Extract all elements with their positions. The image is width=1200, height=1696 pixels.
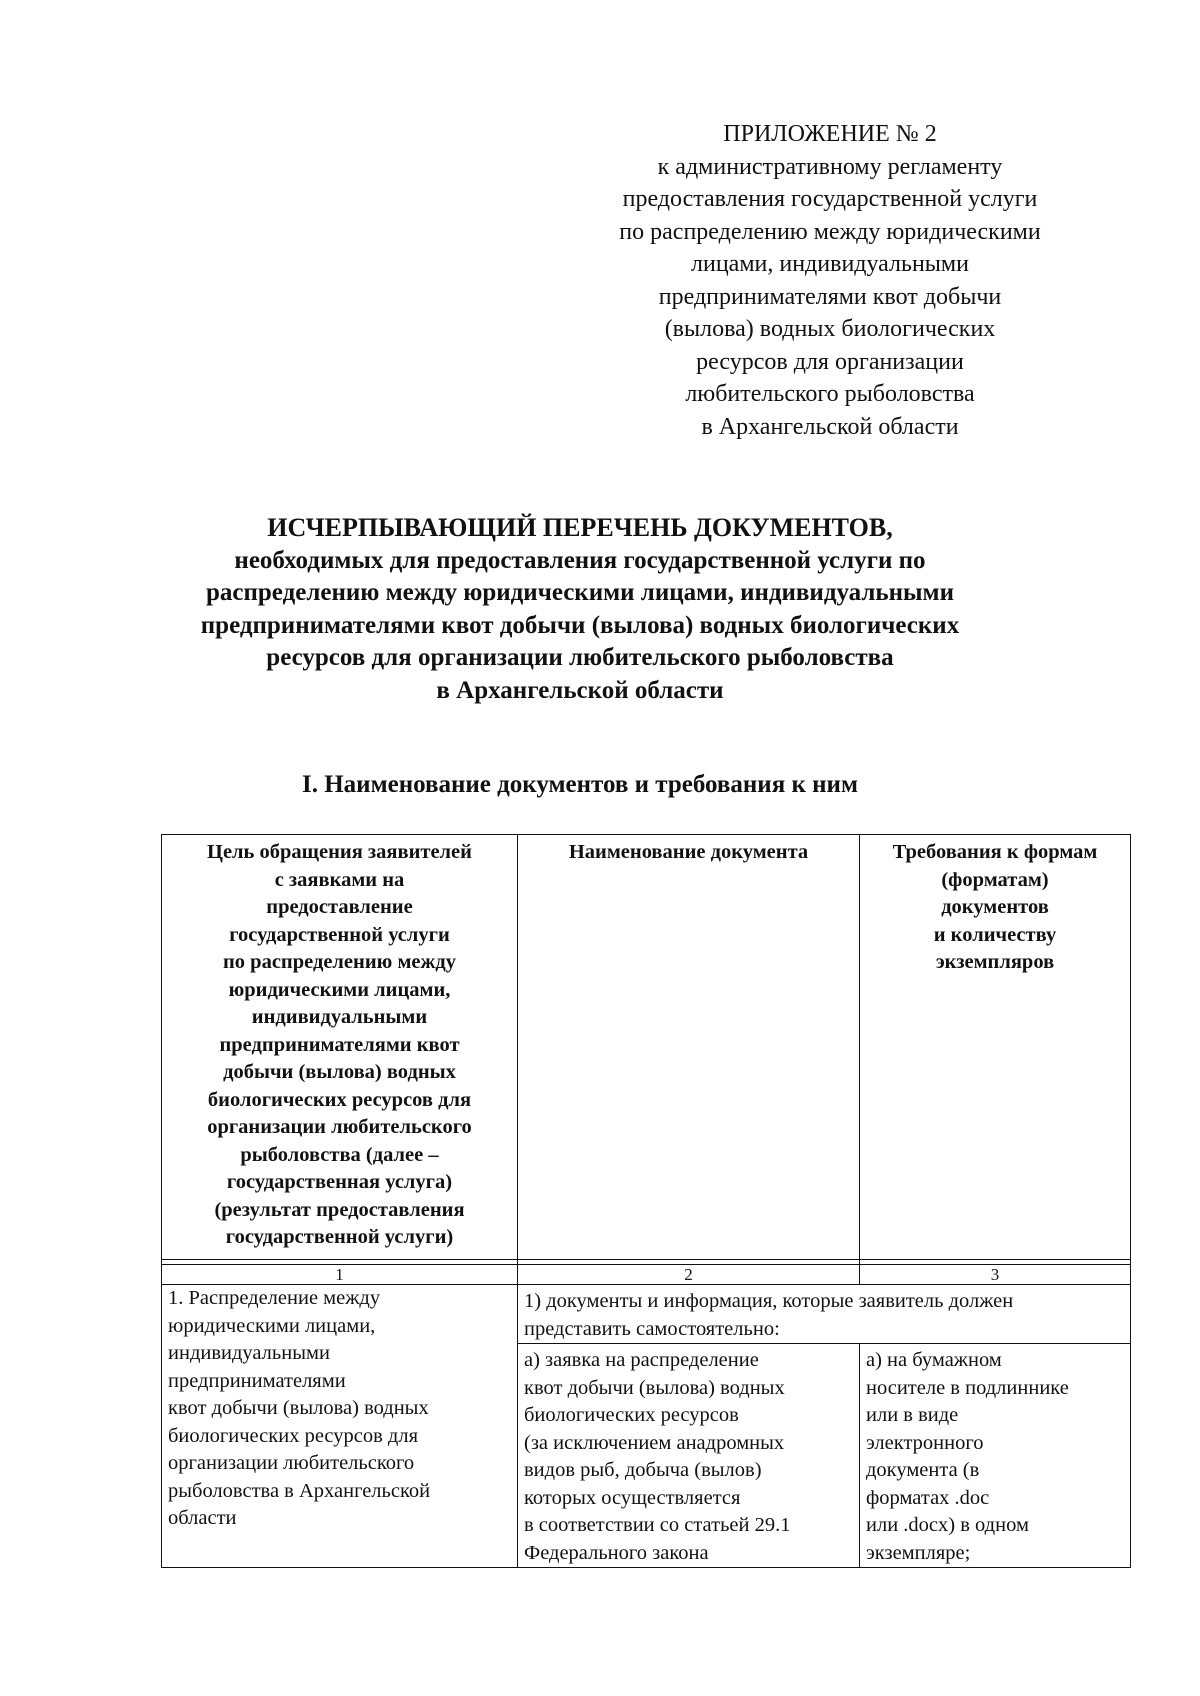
header-line: добычи (вылова) водных (223, 1061, 456, 1083)
title-line: ИСЧЕРПЫВАЮЩИЙ ПЕРЕЧЕНЬ ДОКУМЕНТОВ, (267, 513, 893, 542)
cell-line: Федерального закона (524, 1541, 709, 1564)
title-line: предпринимателями квот добычи (вылова) водных биологических (200, 611, 960, 639)
appendix-line: предпринимателями квот добычи (658, 283, 1002, 310)
cell-line: биологических ресурсов (524, 1404, 739, 1426)
header-line: (форматам) (941, 868, 1049, 891)
cell-line: (за исключением анадромных (524, 1431, 785, 1454)
header-line: по распределению между (222, 951, 456, 973)
appendix-line: любительского рыболовства (685, 381, 975, 407)
cell-line: организации любительского (168, 1452, 415, 1474)
appendix-line: лицами, индивидуальными (691, 251, 969, 277)
purpose-cell (162, 1285, 518, 1568)
documents-intro-cell (518, 1285, 1131, 1344)
header-line: государственной услуги) (225, 1226, 454, 1248)
header-line: юридическими лицами, (228, 978, 451, 1001)
cell-line: представить самостоятельно: (524, 1317, 780, 1340)
column-number-row (162, 1265, 1131, 1285)
column-number: 2 (518, 1265, 860, 1285)
header-line: индивидуальными (251, 1006, 428, 1028)
cell-line: биологических ресурсов для (168, 1424, 418, 1447)
header-line: биологических ресурсов для (207, 1088, 472, 1111)
header-line: экземпляров (935, 951, 1055, 973)
cell-line: электронного (866, 1431, 984, 1454)
appendix-header (560, 118, 1100, 443)
cell-line: квот добычи (вылова) водных (524, 1376, 785, 1399)
document-cell (518, 1344, 860, 1568)
cell-line: 1) документы и информация, которые заявитель должен (524, 1290, 1014, 1312)
cell-line: форматах .doc (866, 1486, 990, 1509)
header-line: предоставление (266, 896, 413, 918)
cell-line: а) заявка на распределение (524, 1349, 759, 1371)
title-line: распределению между юридическими лицами, индивидуальными (206, 579, 954, 606)
column-number: 3 (860, 1265, 1131, 1285)
header-document-name (518, 835, 860, 1260)
requirement-cell (860, 1344, 1131, 1568)
header-line: государственной услуги (229, 923, 450, 946)
header-line: Наименование документа (568, 841, 809, 863)
column-number: 1 (162, 1265, 518, 1285)
header-line: документов (941, 896, 1049, 918)
cell-line: области (168, 1507, 237, 1529)
header-line: и количеству (933, 923, 1057, 946)
cell-line: юридическими лицами, (168, 1314, 376, 1337)
table-header-row (162, 835, 1131, 1260)
document-title (130, 512, 1030, 707)
header-line: государственная услуга) (226, 1171, 453, 1193)
documents-table (161, 834, 1131, 1568)
appendix-line: к административному регламенту (657, 153, 1003, 180)
cell-line: или в виде (866, 1404, 959, 1426)
title-line: ресурсов для организации любительского рыболовства (266, 644, 894, 671)
section-heading: I. Наименование документов и требования к ним (302, 771, 858, 798)
cell-line: рыболовства в Архангельской (168, 1479, 431, 1502)
cell-line: предпринимателями (168, 1369, 346, 1392)
cell-line: квот добычи (вылова) водных (168, 1397, 429, 1419)
header-line: Цель обращения заявителей (207, 841, 472, 863)
cell-line: индивидуальными (168, 1342, 330, 1364)
cell-line: 1. Распределение между (168, 1287, 381, 1309)
header-line: (результат предоставления (214, 1198, 465, 1221)
appendix-line: ПРИЛОЖЕНИЕ № 2 (723, 121, 937, 147)
header-line: Требования к формам (892, 841, 1098, 863)
header-purpose (162, 835, 518, 1260)
cell-line: документа (в (866, 1459, 980, 1481)
table-row (162, 1285, 1131, 1344)
cell-line: или .docx) в одном (866, 1514, 1029, 1536)
cell-line: которых осуществляется (524, 1486, 741, 1509)
header-line: организации любительского (207, 1116, 472, 1138)
header-requirements (860, 835, 1131, 1260)
header-line: предпринимателями квот (219, 1033, 460, 1056)
cell-line: видов рыб, добыча (вылов) (524, 1459, 762, 1481)
appendix-line: в Архангельской области (701, 413, 959, 440)
cell-line: в соответствии со статьей 29.1 (524, 1514, 791, 1536)
cell-line: носителе в подлиннике (866, 1376, 1069, 1399)
title-line: в Архангельской области (436, 676, 724, 704)
appendix-line: предоставления государственной услуги (622, 186, 1038, 212)
appendix-line: ресурсов для организации (696, 348, 964, 375)
title-line: необходимых для предоставления государственной услуги по (234, 546, 926, 574)
header-line: рыболовства (далее – (240, 1143, 439, 1166)
cell-line: экземпляре; (866, 1541, 971, 1564)
header-line: с заявками на (274, 868, 405, 891)
appendix-line: (вылова) водных биологических (664, 316, 996, 342)
cell-line: а) на бумажном (866, 1349, 1002, 1371)
appendix-line: по распределению между юридическими (619, 218, 1041, 245)
